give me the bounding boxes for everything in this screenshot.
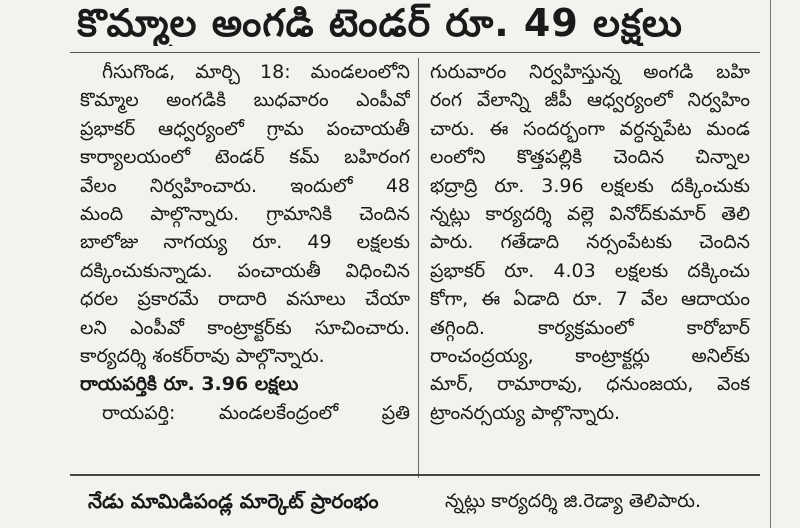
article-line: ధరల ప్రకారమే రాదారి వసూలు చేయా (80, 288, 410, 311)
article-line: భద్రాద్రి రూ. 3.96 లక్షలకు దక్కించుకు (430, 174, 750, 197)
subheading: రాయపర్తికి రూ. 3.96 లక్షలు (80, 373, 299, 396)
article-line: గురువారం నిర్వహిస్తున్న అంగడి బహి (430, 61, 750, 83)
article-line: కోగా, ఈ ఏడాది రూ. 7 వేల ఆదాయం (430, 288, 750, 311)
column-divider (418, 58, 419, 478)
article-line: లని ఎంపీవో కాంట్రాక్టర్‌కు సూచించారు. (80, 316, 410, 339)
article-line: లంలోని కొత్తపల్లికి చెందిన చిన్నాల (430, 146, 750, 169)
article-line: కార్యదర్శి శంకర్‌రావు పాల్గొన్నారు. (80, 345, 325, 368)
article-line: ప్రభాకర్ ఆధ్వర్యంలో గ్రామ పంచాయతీ (80, 117, 410, 140)
article-line: ట్రాంనర్సయ్య పాల్గొన్నారు. (430, 401, 621, 424)
section-divider (70, 474, 760, 476)
top-rule (70, 52, 760, 53)
article-line: మంది పాల్గొన్నారు. గ్రామానికి చెందిన (80, 203, 410, 226)
article-line: రాయపర్తి: మండలకేంద్రంలో ప్రతి (102, 401, 410, 424)
second-headline: నేడు మామిడిపండ్ల మార్కెట్ ప్రారంభం (88, 489, 379, 513)
article-line: పారు. గతేడాది నర్సంపేటకు చెందిన (430, 231, 750, 254)
article-line: బాలోజు నాగయ్య రూ. 49 లక్షలకు (80, 231, 410, 254)
article-line: మార్, రామారావు, ధనుంజయ, వెంక (430, 373, 750, 396)
article-line: తగ్గింది. కార్యక్రమంలో కారోబార్ (430, 316, 750, 339)
article-line: రాంచంద్రయ్య, కాంట్రాక్టర్లు అనిల్‌కు (430, 345, 750, 368)
article-column-1 (80, 58, 410, 427)
headline: కొమ్మాల అంగడి టెండర్ రూ. 49 లక్షలు (77, 1, 683, 45)
article-line: కొమ్మాల అంగడికి బుధవారం ఎంపీవో (80, 89, 410, 112)
article-line: వేలం నిర్వహించారు. ఇందులో 48 (80, 174, 410, 197)
article-line: చారు. ఈ సందర్భంగా వర్ధన్నపేట మండ (430, 117, 750, 140)
article-line: రంగ వేలాన్ని జీపీ ఆధ్వర్యంలో నిర్వహిం (430, 89, 750, 112)
article-line: దక్కించుకున్నాడు. పంచాయతీ విధించిన (80, 259, 410, 282)
article-column-2 (430, 58, 750, 427)
article-line: కార్యాలయంలో టెండర్ కమ్ బహిరంగ (80, 146, 410, 169)
article-line: గీసుగొండ, మార్చి 18: మండలంలోని (102, 61, 410, 83)
adjacent-column-edge (770, 0, 800, 528)
article-line: న్నట్లు కార్యదర్శి జి.రెడ్యా తెలిపారు. (445, 490, 701, 512)
article-line: ప్రభాకర్ రూ. 4.03 లక్షలకు దక్కించు (430, 259, 750, 282)
article-line: న్నట్లు కార్యదర్శి వల్లె వినోద్‌కుమార్ తెలి (430, 203, 750, 226)
